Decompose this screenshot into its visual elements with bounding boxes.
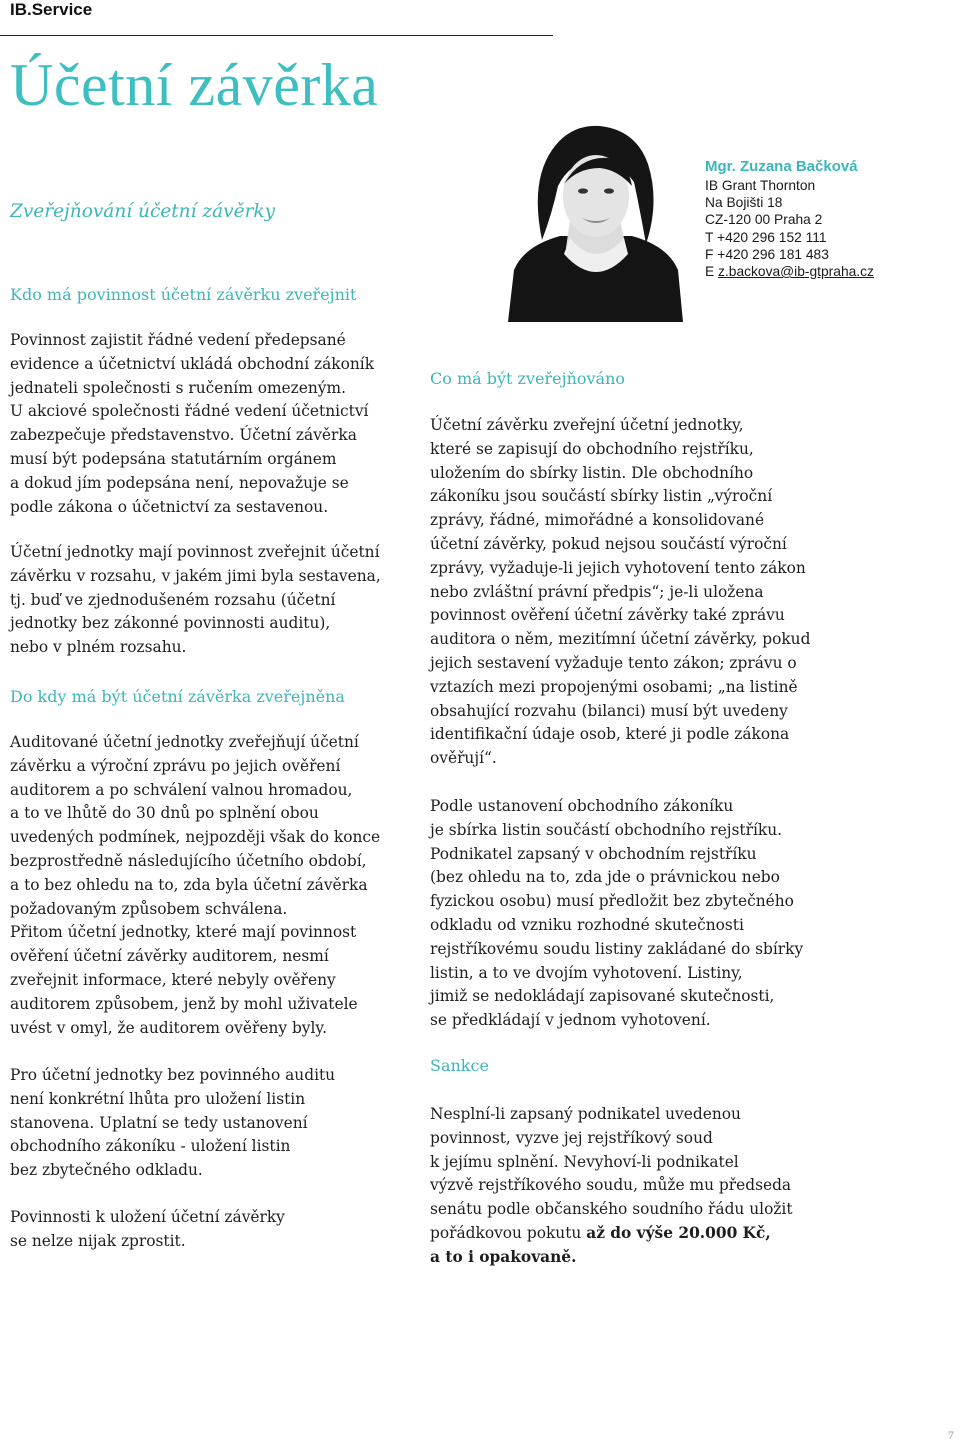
contact-email-prefix: E	[705, 264, 719, 280]
contact-city: CZ-120 00 Praha 2	[705, 212, 823, 228]
section-heading: Zveřejňování účetní závěrky	[10, 201, 276, 222]
when-paragraph-2: Pro účetní jednotky bez povinného auditu není konkrétní lhůta pro uložení listin stanovena. Uplatní se tedy ustanovení obchodního zákoníku - uložení listin bez zbytečného odkladu.	[10, 1066, 336, 1180]
sanctions-paragraph	[430, 1103, 850, 1270]
page-title: Účetní závěrka	[10, 52, 379, 118]
contact-phone: T +420 296 152 111	[705, 229, 827, 245]
who-paragraph-1: Povinnost zajistit řádné vedení předepsané evidence a účetnictví ukládá obchodní zákoník jednateli společnosti s ručením omezeným. U akciové společnosti řádné vedení účetnictví zabezpečuje představenstvo. Účetní závěrka musí být podepsána statutárním orgánem a dokud jím podepsána není, nepovažuje se podle zákona o účetnictví za sestavenou.	[10, 331, 375, 516]
contact-company: IB Grant Thornton	[705, 178, 816, 193]
contact-block	[705, 156, 874, 280]
portrait-photo	[508, 120, 683, 322]
contact-street: Na Bojišti 18	[705, 195, 783, 211]
contact-email-link[interactable]: z.backova@ib-gtpraha.cz	[718, 264, 874, 280]
who-paragraph-2: Účetní jednotky mají povinnost zveřejnit účetní závěrku v rozsahu, v jakém jimi byla sestavena, tj. buď ve zjednodušeném rozsahu (účetní jednotky bez zákonné povinnosti auditu), nebo v plném rozsahu.	[10, 543, 381, 657]
when-paragraph-1: Auditované účetní jednotky zveřejňují účetní závěrku a výroční zprávu po jejich ověření auditorem a po schválení valnou hromadou, a to ve lhůtě do 30 dnů po splnění obou uvedených podmínek, nejpozději však do konce bezprostředně následujícího účetního období, a to bez ohledu na to, zda byla účetní závěrka požadovaným způsobem schválena. Přitom účetní jednotky, které mají povinnost ověření účetní závěrky auditorem, nesmí zveřejnit informace, které nebyly ověřeny auditorem způsobem, jenž by mohl uživatele uvést v omyl, že auditorem ověřeny byly.	[10, 733, 381, 1037]
what-paragraph-1: Účetní závěrku zveřejní účetní jednotky, které se zapisují do obchodního rejstříku, uložením do sbírky listin. Dle obchodního zákoníku jsou součástí sbírky listin „výroční zprávy, řádné, mimořádné a konsolidované účetní závěrky, pokud nejsou součástí výroční zprávy, vyžaduje-li jejich vyhotovení tento zákon nebo zvláštní právní předpis“; je-li uložena povinnost ověření účetní závěrky také zprávu auditora o něm, mezitímní účetní závěrky, pokud jejich sestavení vyžaduje tento zákon; zprávu o vztazích mezi propojenými osobami; „na listině obsahující rozvahu (bilanci) musí být uvedeny identifikační údaje osob, které ji podle zákona ověřují“.	[430, 416, 811, 768]
what-heading: Co má být zveřejňováno	[430, 369, 626, 388]
what-paragraph-2: Podle ustanovení obchodního zákoníku je sbírka listin součástí obchodního rejstříku. Podnikatel zapsaný v obchodním rejstříku (bez ohledu na to, zda jde o právnickou nebo fyzickou osobu) musí předložit bez zbytečného odkladu od vzniku rozhodné skutečnosti rejstříkovému soudu listiny zakládané do sbírky listin, a to ve dvojím vyhotovení. Listiny, jimiž se nedokládají zapisované skutečnosti, se předkládají v jednom vyhotovení.	[430, 797, 804, 1030]
brand-name: IB.Service	[10, 0, 93, 19]
contact-name: Mgr. Zuzana Bačková	[705, 158, 858, 175]
page-number: 7	[948, 1428, 954, 1442]
contact-fax: F +420 296 181 483	[705, 246, 829, 262]
when-paragraph-3: Povinnosti k uložení účetní závěrky se nelze nijak zprostit.	[10, 1208, 285, 1250]
sanctions-heading: Sankce	[430, 1056, 489, 1075]
sanctions-penalty: až do výše 20.000 Kč, a to i opakovaně.	[430, 1223, 771, 1266]
who-heading: Kdo má povinnost účetní závěrku zveřejnit	[10, 285, 357, 304]
contact-email-line	[705, 263, 874, 280]
header-rule	[0, 35, 553, 36]
sanctions-text: Nesplní-li zapsaný podnikatel uvedenou povinnost, vyzve jej rejstříkový soud k jejímu splnění. Nevyhoví-li podnikatel výzvě rejstříkového soudu, může mu předseda senátu podle občanského soudního řádu uložit pořádkovou pokutu	[430, 1105, 793, 1242]
when-heading: Do kdy má být účetní závěrka zveřejněna	[10, 687, 345, 706]
